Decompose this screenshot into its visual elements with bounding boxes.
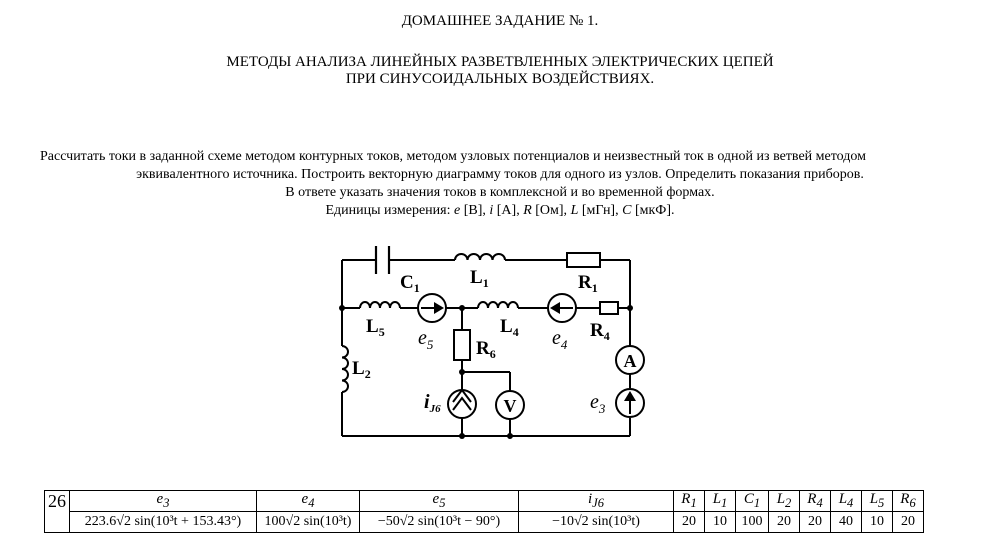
value-e3: 223.6√2 sin(10³t + 153.43°) — [70, 512, 257, 533]
value-r6: 20 — [893, 512, 924, 533]
inductor-l2 — [342, 346, 348, 392]
label-e5: $e_5$ — [418, 327, 434, 352]
voltmeter-label: V — [503, 396, 517, 416]
node-dot — [459, 433, 465, 439]
subtitle-line-2: ПРИ СИНУСОИДАЛЬНЫХ ВОЗДЕЙСТВИЯХ. — [345, 71, 655, 87]
value-ij6: −10√2 sin(10³t) — [519, 512, 674, 533]
units-prefix: Единицы измерения: — [325, 203, 454, 218]
task-line-2: эквивалентного источника. Построить векторную диаграмму токов для одного из узлов. Определить показания приборов. — [136, 167, 864, 182]
header-r6: $R_6$ — [893, 491, 924, 512]
label-e3: $e_3$ — [590, 391, 606, 416]
value-c1: 100 — [736, 512, 769, 533]
inductor-l5 — [360, 302, 400, 308]
label-l5: $L_5$ — [366, 316, 385, 339]
label-l2: $L_2$ — [352, 358, 371, 381]
value-l2: 20 — [769, 512, 800, 533]
voltmeter-icon — [496, 391, 524, 419]
label-r6: $R_6$ — [476, 338, 496, 361]
unit-r-symbol: R — [523, 203, 532, 218]
source-e3 — [616, 389, 644, 417]
header-e4: $e_4$ — [257, 491, 360, 512]
unit-e-symbol: e — [453, 203, 461, 218]
unit-r-text: [Ом], — [531, 203, 571, 218]
header-l5: $L_5$ — [862, 491, 893, 512]
unit-c-text: [мкФ]. — [631, 203, 675, 218]
header-ij6: $i_{J6}$ — [519, 491, 674, 512]
label-l4: $L_4$ — [500, 316, 519, 339]
node-dot — [627, 305, 633, 311]
unit-i-symbol: i — [489, 203, 494, 218]
label-l1: $L_1$ — [470, 267, 489, 290]
inductor-l4 — [478, 302, 518, 308]
resistor-r1 — [567, 253, 600, 267]
task-description — [0, 148, 1000, 220]
header-l1: $L_1$ — [705, 491, 736, 512]
unit-l-symbol: L — [570, 203, 579, 218]
parameters-table — [44, 490, 924, 533]
subtitle-line-1: МЕТОДЫ АНАЛИЗА ЛИНЕЙНЫХ РАЗВЕТВЛЕННЫХ ЭЛЕКТРИЧЕСКИХ ЦЕПЕЙ — [226, 54, 774, 70]
value-l5: 10 — [862, 512, 893, 533]
label-e4: $e_4$ — [552, 327, 568, 352]
node-dot — [459, 305, 465, 311]
unit-c-symbol: C — [622, 203, 632, 218]
header-c1: $C_1$ — [736, 491, 769, 512]
resistor-r4 — [600, 302, 618, 314]
capacitor-c1 — [376, 246, 389, 274]
unit-i-text: [А], — [493, 203, 524, 218]
page-title: ДОМАШНЕЕ ЗАДАНИЕ № 1. — [401, 13, 599, 29]
label-c1: $C_1$ — [400, 272, 420, 295]
variant-number: 26 — [45, 491, 70, 533]
node-dot — [459, 369, 465, 375]
node-dot — [507, 433, 513, 439]
label-r1: $R_1$ — [578, 272, 598, 295]
ammeter-label: A — [623, 351, 637, 371]
header-l4: $L_4$ — [831, 491, 862, 512]
value-r4: 20 — [800, 512, 831, 533]
table-row — [45, 512, 924, 533]
source-e5 — [418, 294, 446, 322]
source-e4 — [548, 294, 576, 322]
units-line — [0, 202, 1000, 220]
page-subtitle — [0, 54, 1000, 88]
header-e5: $e_5$ — [360, 491, 519, 512]
resistor-r6 — [454, 330, 470, 360]
header-e3: $e_3$ — [70, 491, 257, 512]
header-l2: $L_2$ — [769, 491, 800, 512]
task-line-3: В ответе указать значения токов в комплексной и во временной формах. — [285, 185, 715, 200]
unit-l-text: [мГн], — [578, 203, 623, 218]
value-e4: 100√2 sin(10³t) — [257, 512, 360, 533]
ammeter-icon — [616, 346, 644, 374]
value-l1: 10 — [705, 512, 736, 533]
label-ij6: $i_{J6}$ — [424, 391, 441, 415]
value-l4: 40 — [831, 512, 862, 533]
node-dot — [339, 305, 345, 311]
current-source-ij6 — [448, 390, 476, 418]
table-header-row — [45, 491, 924, 512]
value-e5: −50√2 sin(10³t − 90°) — [360, 512, 519, 533]
header-r1: $R_1$ — [674, 491, 705, 512]
task-line-1: Рассчитать токи в заданной схеме методом контурных токов, методом узловых потенциалов и неизвестный ток в одной из ветвей методом — [40, 149, 866, 164]
label-r4: $R_4$ — [590, 320, 610, 343]
header-r4: $R_4$ — [800, 491, 831, 512]
inductor-l1 — [455, 254, 505, 260]
value-r1: 20 — [674, 512, 705, 533]
circuit-diagram — [320, 238, 660, 450]
unit-e-text: [В], — [460, 203, 490, 218]
